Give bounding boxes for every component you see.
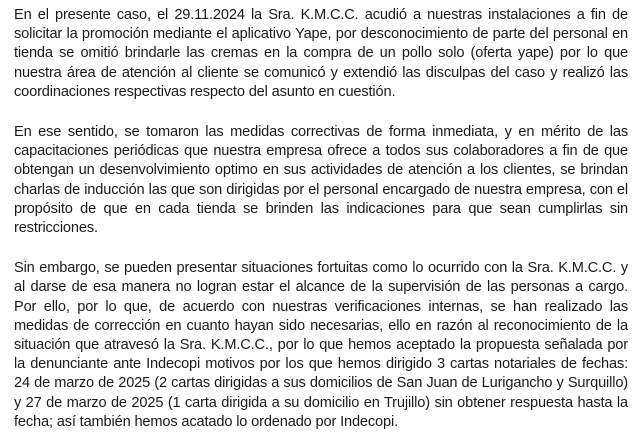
- paragraph-1: En el presente caso, el 29.11.2024 la Sra. K.M.C.C. acudió a nuestras instalaciones a fin de solicitar la promoción mediante el aplicativo Yape, por desconocimiento de parte del personal en tienda se omitió brindarle las cremas en la compra de un pollo solo (oferta yape) por lo que nuestra área de atención al cliente se comunicó y extendió las disculpas del caso y realizó las coordinaciones respectivas respecto del asunto en cuestión.: [14, 7, 628, 100]
- paragraph-3: Sin embargo, se pueden presentar situaciones fortuitas como lo ocurrido con la Sra. K.M.C.C. y al darse de esa manera no logran estar el alcance de la supervisión de las personas a cargo. Por ello, por lo que, de acuerdo con nuestras verificaciones internas, se han realizado las medidas de corrección en cuanto hayan sido necesarias, ello en razón al reconocimiento de la situación que atravesó la Sra. K.M.C.C., por lo que hemos aceptado la propuesta señalada por la denunciante ante Indecopi motivos por los que hemos dirigido 3 cartas notariales de fechas: 24 de marzo de 2025 (2 cartas dirigidas a sus domicilios de San Juan de Lurigancho y Surquillo) y 27 de marzo de 2025 (1 carta dirigida a su domicilio en Trujillo) sin obtener respuesta hasta la fecha; así también hemos acatado lo ordenado por Indecopi.: [14, 260, 628, 430]
- paragraph-2: En ese sentido, se tomaron las medidas correctivas de forma inmediata, y en mérito de las capacitaciones periódicas que nuestra empresa ofrece a todos sus colaboradores a fin de que obtengan un desenvolvimiento optimo en sus actividades de atención a los clientes, se brindan charlas de inducción las que son dirigidas por el personal encargado de nuestra empresa, con el propósito de que en cada tienda se brinden las indicaciones para que sean cumplirlas sin restricciones.: [14, 124, 628, 237]
